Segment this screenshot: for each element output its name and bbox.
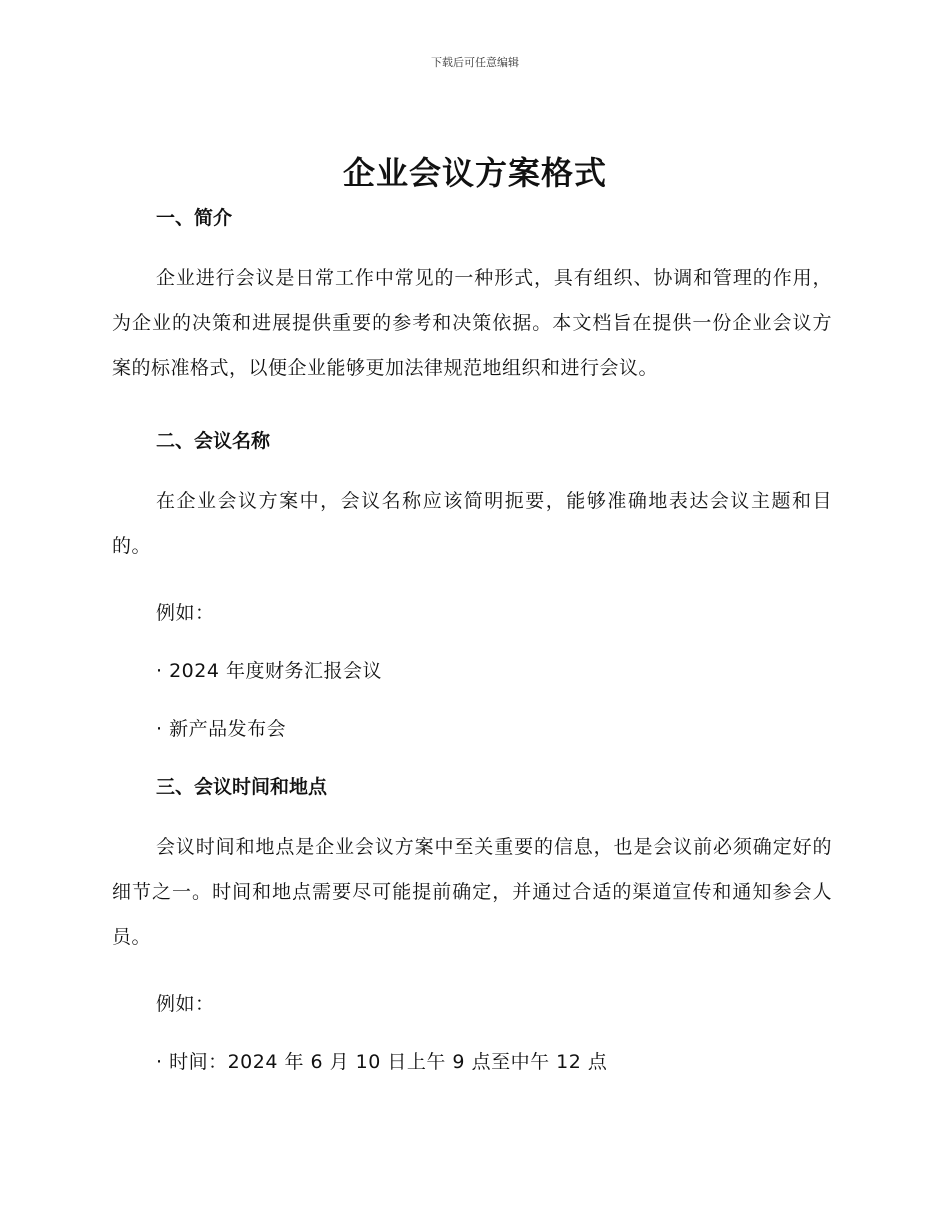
section-heading-time-place: 三、会议时间和地点 <box>156 776 328 798</box>
section-heading-name: 二、会议名称 <box>156 430 271 452</box>
time-place-paragraph: 会议时间和地点是企业会议方案中至关重要的信息，也是会议前必须确定好的细节之一。时间和地点需要尽可能提前确定，并通过合适的渠道宣传和通知参会人员。 <box>112 836 832 948</box>
time-place-example-label: 例如： <box>156 993 215 1015</box>
intro-paragraph: 企业进行会议是日常工作中常见的一种形式，具有组织、协调和管理的作用，为企业的决策和进展提供重要的参考和决策依据。本文档旨在提供一份企业会议方案的标准格式，以便企业能够更加法律规范地组织和进行会议。 <box>112 267 832 379</box>
document-body <box>112 204 832 1076</box>
list-item: · 2024 年度财务汇报会议 <box>156 660 382 682</box>
section-heading-intro: 一、简介 <box>156 207 233 229</box>
list-item: · 新产品发布会 <box>156 718 287 740</box>
name-example-label: 例如： <box>156 602 215 624</box>
page-header-note: 下载后可任意编辑 <box>431 56 519 69</box>
list-item: · 时间：2024 年 6 月 10 日上午 9 点至中午 12 点 <box>156 1051 608 1073</box>
document-title: 企业会议方案格式 <box>342 154 607 192</box>
name-paragraph: 在企业会议方案中，会议名称应该简明扼要，能够准确地表达会议主题和目的。 <box>112 490 832 557</box>
